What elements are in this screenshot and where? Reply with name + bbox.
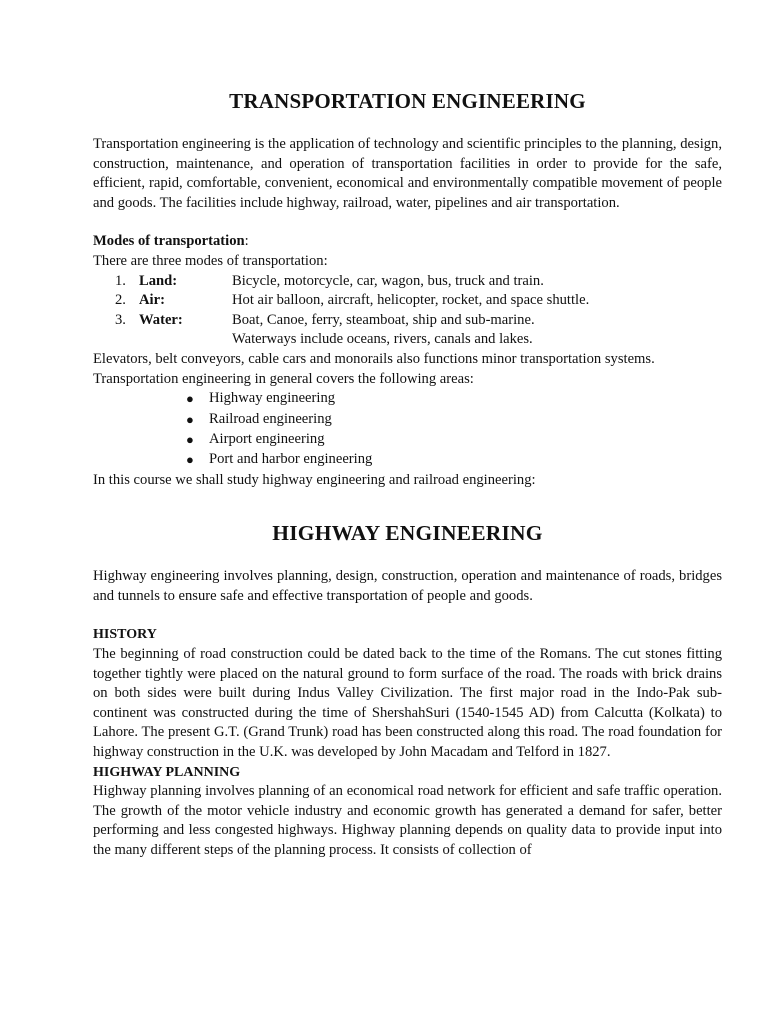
area-label: Airport engineering — [209, 430, 325, 447]
course-note: In this course we shall study highway engineering and railroad engineering: — [93, 471, 536, 488]
mode-description: Hot air balloon, aircraft, helicopter, rocket, and space shuttle. — [232, 292, 590, 309]
mode-number: 1. — [115, 272, 126, 289]
bullet-icon: ● — [186, 411, 194, 427]
document-page — [93, 86, 722, 861]
modes-list — [93, 272, 722, 350]
mode-number: 2. — [115, 292, 126, 309]
mode-description: Waterways include oceans, rivers, canals and lakes. — [232, 331, 533, 348]
list-item — [93, 450, 722, 470]
modes-heading-text: Modes of transportation — [93, 233, 245, 250]
areas-lead: Transportation engineering in general covers the following areas: — [93, 370, 474, 387]
intro-paragraph: Transportation engineering is the application of technology and scientific principles to the planning, design, construction, maintenance, and operation of transportation facilities in order to provide for the safe, efficient, rapid, comfortable, convenient, economical and environmentally compatible movement of people and goods. The facilities include highway, railroad, water, pipelines and air transportation. — [93, 136, 722, 211]
modes-heading-colon: : — [244, 233, 249, 250]
highway-title: HIGHWAY ENGINEERING — [272, 521, 543, 546]
history-heading: HISTORY — [93, 627, 157, 643]
mode-item-air — [93, 291, 722, 311]
modes-heading — [93, 232, 722, 252]
area-label: Port and harbor engineering — [209, 451, 373, 468]
mode-label: Land: — [139, 272, 178, 289]
mode-label: Water: — [139, 311, 183, 328]
modes-lead: There are three modes of transportation: — [93, 252, 328, 269]
mode-item-water-extra — [93, 330, 722, 350]
area-label: Railroad engineering — [209, 410, 332, 427]
mode-item-water — [93, 311, 722, 331]
mode-label: Air: — [139, 292, 165, 309]
planning-heading: HIGHWAY PLANNING — [93, 764, 241, 780]
page-title: TRANSPORTATION ENGINEERING — [229, 89, 586, 113]
mode-item-land — [93, 272, 722, 292]
history-paragraph: The beginning of road construction could be dated back to the time of the Romans. The cut stones fitting together tightly were placed on the natural ground to form surface of the road. The roads with brick drains on both sides were built during Indus Valley Civilization. The first major road in the Indo-Pak sub-continent was constructed during the time of ShershahSuri (1540-1545 AD) from Calcutta (Kolkata) to Lahore. The present G.T. (Grand Trunk) road has been constructed along this road. The road foundation for highway construction in the U.K. was developed by John Macadam and Telford in 1827. — [93, 646, 722, 761]
list-item — [93, 389, 722, 409]
areas-list — [93, 389, 722, 471]
mode-description: Boat, Canoe, ferry, steamboat, ship and sub-marine. — [232, 311, 535, 328]
list-item — [93, 430, 722, 450]
bullet-icon: ● — [186, 391, 194, 407]
planning-paragraph: Highway planning involves planning of an economical road network for efficient and safe traffic operation. The growth of the motor vehicle industry and economic growth has generated a demand for safer, better performing and less congested highways. Highway planning depends on quality data to provide input into the many different steps of the planning process. It consists of collection of — [93, 783, 722, 858]
mode-description: Bicycle, motorcycle, car, wagon, bus, truck and train. — [232, 272, 544, 289]
mode-number: 3. — [115, 311, 126, 328]
list-item — [93, 410, 722, 430]
bullet-icon: ● — [186, 452, 194, 468]
minor-systems-line: Elevators, belt conveyors, cable cars and monorails also functions minor transportation systems. — [93, 350, 655, 367]
highway-intro: Highway engineering involves planning, design, construction, operation and maintenance of roads, bridges and tunnels to ensure safe and effective transportation of people and goods. — [93, 568, 722, 604]
area-label: Highway engineering — [209, 390, 336, 407]
bullet-icon: ● — [186, 431, 194, 447]
